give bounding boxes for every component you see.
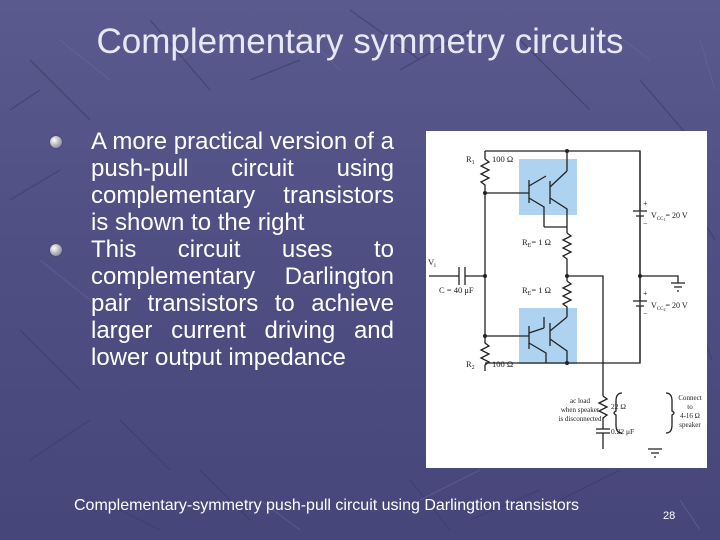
bullet-text: This circuit uses to complementary Darlington pair transistors to achieve larger current driving and lower output impedance [91, 236, 394, 371]
ac-load-line: when speaker [560, 406, 600, 414]
node-dot [565, 361, 569, 365]
speaker-line: to [687, 403, 693, 411]
r2-value: 100 Ω [492, 359, 514, 369]
node-dot [483, 191, 487, 195]
node-dot [565, 274, 569, 278]
upper-darlington-highlight [519, 159, 577, 215]
page-number: 28 [663, 510, 676, 522]
load-r-value: 22 Ω [611, 402, 626, 411]
node-dot [638, 274, 642, 278]
cap-label: C = 40 μF [439, 285, 474, 295]
node-dot [565, 149, 569, 153]
vi-label: $V_i$ [428, 257, 436, 269]
minus-sign: − [643, 309, 648, 318]
plus-sign: + [643, 199, 648, 208]
node-dot [483, 274, 487, 278]
speaker-line: Connect [678, 394, 702, 402]
vcc1-label: $V_{CC}1= 20$ V [651, 211, 688, 222]
re-bottom-label: $R_E= 1$ Ω [522, 285, 551, 297]
speaker-line: speaker [679, 421, 701, 429]
figure-caption: Complementary-symmetry push-pull circuit using Darlingtion transistors [74, 497, 580, 514]
ac-load-line: ac load [569, 397, 591, 405]
bullet-list [44, 128, 394, 371]
node-dot [483, 334, 487, 338]
bullet-icon [50, 244, 62, 256]
bullet-item [44, 128, 394, 236]
minus-sign: − [643, 219, 648, 228]
r2-label: $R_2$ [466, 359, 475, 371]
load-c-value: 0.22 μF [611, 427, 635, 436]
bullet-item [44, 236, 394, 371]
bullet-text: A more practical version of a push-pull circuit using complementary transistors is shown to the right [91, 128, 394, 236]
circuit-diagram [426, 131, 707, 468]
bullet-icon [50, 136, 62, 148]
ac-load-line: is disconnected [558, 415, 602, 423]
plus-sign: + [643, 289, 648, 298]
vcc2-label: $V_{CC}2= 20$ V [651, 301, 688, 312]
speaker-line: 4-16 Ω [680, 412, 700, 420]
circuit-figure [426, 131, 707, 468]
re-top-label: $R_E= 1$ Ω [522, 237, 551, 249]
r1-label: $R_1$ [466, 154, 475, 166]
r1-value: 100 Ω [492, 154, 514, 164]
slide-title: Complementary symmetry circuits [96, 22, 624, 61]
